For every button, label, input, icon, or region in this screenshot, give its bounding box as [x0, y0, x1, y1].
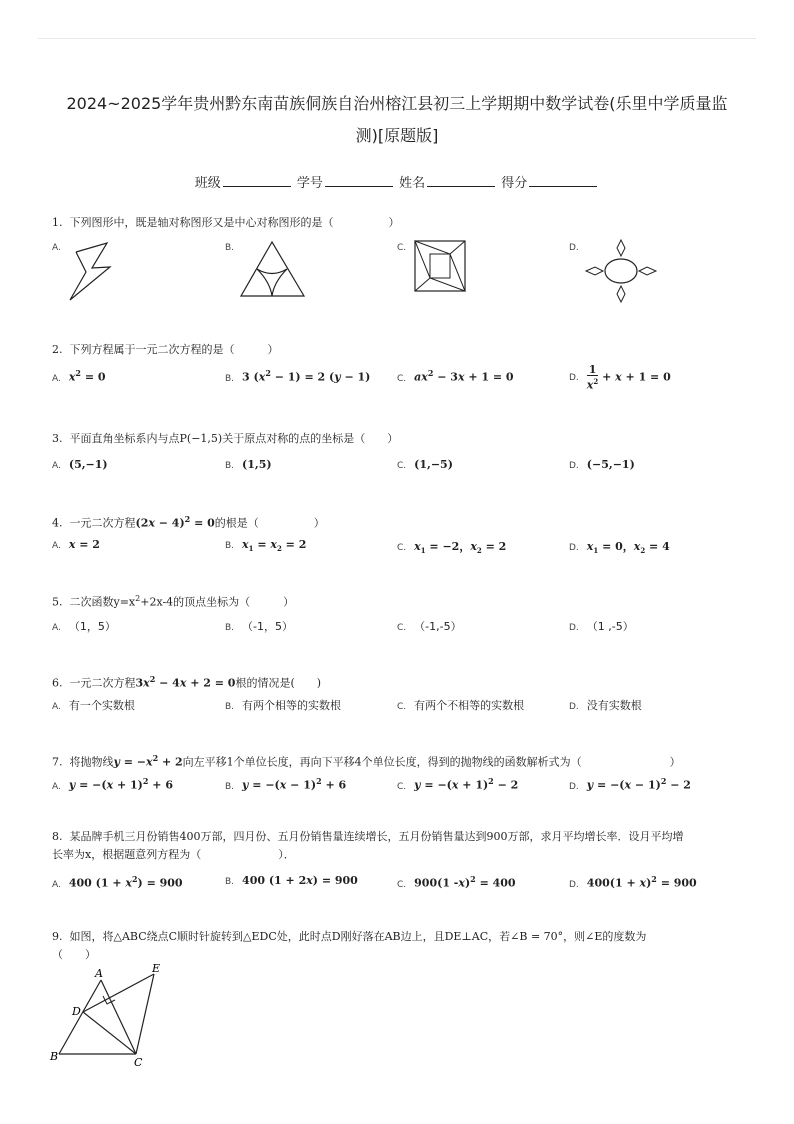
- option-text: 有两个不相等的实数根: [414, 699, 525, 712]
- triangle-arcs-figure-icon: [238, 238, 308, 300]
- q7-option-c[interactable]: C. $y = -(x + 1)^2 - 2$: [397, 776, 519, 792]
- question-number: 2.: [52, 343, 63, 356]
- question-5: 5. 二次函数$y=x^2+2x-4$的顶点坐标为（ ）: [52, 594, 295, 609]
- ellipse-diamonds-figure-icon: [583, 236, 659, 306]
- question-stem-line-1: 某品牌手机三月份销售400万部，四月份、五月份销售量连续增长，五月份销售量达到900万部，求月平均增长率．设月平均增: [69, 830, 684, 843]
- option-label: A.: [52, 781, 61, 792]
- question-stem-line-2: 长率为x，根据题意列方程为（ ）．: [52, 848, 295, 861]
- score-blank[interactable]: [529, 174, 597, 187]
- option-label: B.: [225, 702, 235, 712]
- q8-option-a[interactable]: A. 400 $(1 + x^2) = 900$: [52, 874, 183, 890]
- question-number: 7.: [52, 755, 63, 769]
- question-stem: 下列方程属于一元二次方程的是（ ）: [69, 343, 279, 356]
- option-text: 有两个相等的实数根: [242, 699, 342, 712]
- q7-option-d[interactable]: D. $y = -(x - 1)^2 - 2$: [569, 776, 691, 792]
- option-text: （1，5）: [68, 620, 116, 633]
- option-label: C.: [397, 461, 407, 471]
- question-stem: 下列图形中，既是轴对称图形又是中心对称图形的是（ ）: [69, 216, 400, 229]
- q5-option-a[interactable]: [52, 618, 116, 634]
- option-label: B.: [225, 541, 235, 551]
- name-blank[interactable]: [427, 174, 495, 187]
- option-text: (5,−1): [68, 458, 108, 471]
- question-4: 4. 一元二次方程$(2x - 4)^2 = 0$的根是（ ）: [52, 514, 325, 530]
- option-label: C.: [397, 781, 407, 792]
- question-number: 1.: [52, 216, 63, 229]
- q8-option-c[interactable]: C. 900(1 -x)$^2$ = 400: [397, 874, 516, 890]
- option-label: B.: [225, 623, 235, 633]
- q5-option-d[interactable]: [569, 618, 634, 634]
- option-label: B.: [225, 243, 235, 253]
- q6-option-d[interactable]: [569, 697, 642, 713]
- q3-option-b[interactable]: [225, 458, 272, 471]
- option-text: 有一个实数根: [68, 699, 135, 712]
- option-label: C.: [397, 702, 407, 712]
- point-label-e: E: [152, 962, 161, 975]
- q7-option-b[interactable]: B. $y = -(x - 1)^2 + 6$: [225, 776, 347, 792]
- q3-option-c[interactable]: [397, 458, 453, 471]
- question-1: [52, 214, 742, 232]
- q8-option-d[interactable]: D. $400(1 + x)^2 = 900$: [569, 874, 697, 890]
- option-text: （1 ,-5）: [586, 620, 634, 633]
- question-stem: 向左平移1个单位长度，再向下平移4个单位长度，得到的抛物线的函数解析式为（ ）: [182, 755, 681, 769]
- square-pinwheel-figure-icon: [410, 238, 470, 296]
- option-label: B.: [225, 781, 235, 792]
- q4-option-b[interactable]: B. $x_1 = x_2 = 2$: [225, 538, 307, 554]
- q8-option-b[interactable]: B. 400 (1 + 2x) = 900: [225, 874, 358, 887]
- question-stem: 平面直角坐标系内与点P(−1,5)关于原点对称的点的坐标是（ ）: [69, 432, 399, 445]
- q5-option-c[interactable]: [397, 618, 462, 634]
- class-blank[interactable]: [223, 174, 291, 187]
- option-label: A.: [52, 373, 61, 384]
- option-label: D.: [569, 702, 579, 712]
- question-number: 3.: [52, 432, 63, 445]
- question-stem: 二次函数y=x: [69, 595, 136, 609]
- option-label: C.: [397, 879, 407, 890]
- question-stem: 一元二次方程: [69, 516, 136, 530]
- q3-option-d[interactable]: [569, 458, 635, 471]
- option-label: A.: [52, 461, 61, 471]
- point-label-c: C: [134, 1056, 143, 1068]
- score-label: 得分: [501, 176, 528, 191]
- segment-ac: [101, 980, 136, 1054]
- option-label: D.: [569, 623, 579, 633]
- option-label: D.: [569, 543, 579, 553]
- option-text: (−5,−1): [586, 458, 635, 471]
- student-info-line: [0, 172, 794, 191]
- id-blank[interactable]: [325, 174, 393, 187]
- segment-ec: [136, 974, 154, 1054]
- option-label: C.: [397, 543, 407, 553]
- q2-option-b[interactable]: B. 3 $(x^2 - 1) = 2$ (y − 1): [225, 368, 371, 384]
- option-text: （-1,-5）: [414, 620, 462, 633]
- q2-option-c[interactable]: C. $ax^2 - 3x + 1 = 0$: [397, 368, 514, 384]
- option-text: (1,5): [242, 458, 272, 471]
- q7-option-a[interactable]: A. $y = -(x + 1)^2 + 6$: [52, 776, 173, 792]
- rotation-triangles-figure: [46, 962, 176, 1068]
- option-label: A.: [52, 702, 61, 712]
- class-label: 班级: [194, 176, 221, 191]
- point-label-a: A: [95, 967, 103, 980]
- question-number: 9.: [52, 930, 63, 943]
- q2-option-a[interactable]: A. $x^2 = 0$: [52, 368, 106, 384]
- option-label: D.: [569, 879, 579, 890]
- option-label: D.: [569, 781, 579, 792]
- question-stem: 的根是（ ）: [214, 516, 325, 530]
- question-stem: 将抛物线: [69, 755, 114, 769]
- option-label: D.: [569, 243, 579, 253]
- question-stem: 根的情况是( ): [235, 676, 322, 690]
- name-label: 姓名: [399, 176, 426, 191]
- question-6: 6. 一元二次方程$3x^2 - 4x + 2 = 0$根的情况是( ): [52, 674, 322, 690]
- question-2: [52, 341, 742, 359]
- q6-option-c[interactable]: [397, 697, 524, 713]
- option-label: C.: [397, 373, 407, 384]
- q6-option-b[interactable]: [225, 697, 341, 713]
- q6-option-a[interactable]: [52, 697, 135, 713]
- q4-option-c[interactable]: C. $x_1 = -2$，$x_2 = 2$: [397, 540, 507, 556]
- question-number: 4.: [52, 516, 63, 530]
- title-line-1: 2024~2025学年贵州黔东南苗族侗族自治州榕江县初三上学期期中数学试卷(乐里中学质量监: [66, 94, 728, 113]
- question-stem-line-1: 如图，将△ABC绕点C顺时针旋转到△EDC处，此时点D刚好落在AB边上，且DE⊥AC，若∠B = 70°，则∠E的度数为: [69, 930, 647, 943]
- option-label: B.: [225, 877, 235, 887]
- option-text: (1,−5): [414, 458, 453, 471]
- q2-option-d[interactable]: D. $\frac{1}{x^2}$ + x + 1 = 0: [569, 363, 671, 392]
- q5-option-b[interactable]: [225, 618, 293, 634]
- option-label: C.: [397, 623, 407, 633]
- question-stem-line-2: （ ）: [52, 948, 96, 961]
- option-label: D.: [569, 373, 579, 384]
- question-7: 7. 将抛物线$y = -x^2 + 2$向左平移1个单位长度，再向下平移4个单位长度，得到的抛物线的函数解析式为（ ）: [52, 753, 681, 769]
- point-label-d: D: [72, 1005, 81, 1018]
- question-stem: +2x-4的顶点坐标为（ ）: [140, 595, 295, 609]
- q4-option-d[interactable]: D. $x_1 = 0$，$x_2 = 4$: [569, 540, 670, 556]
- option-label: A.: [52, 879, 61, 890]
- id-label: 学号: [296, 176, 323, 191]
- option-label: A.: [52, 541, 61, 551]
- header-rule: [38, 38, 756, 39]
- option-label: C.: [397, 243, 407, 253]
- question-number: 6.: [52, 676, 63, 690]
- option-label: D.: [569, 461, 579, 471]
- option-text: 没有实数根: [586, 699, 642, 712]
- question-8: [52, 828, 742, 864]
- option-label: B.: [225, 373, 235, 384]
- option-text: （-1，5）: [242, 620, 294, 633]
- title-line-2: 测)[原题版]: [355, 126, 439, 145]
- question-number: 5.: [52, 595, 63, 609]
- q3-option-a[interactable]: [52, 458, 108, 471]
- zigzag-figure-icon: [62, 240, 122, 304]
- option-label: A.: [52, 623, 61, 633]
- point-label-b: B: [50, 1050, 59, 1063]
- question-9: [52, 928, 742, 964]
- question-number: 8.: [52, 830, 63, 843]
- question-3: [52, 430, 742, 448]
- option-label: A.: [52, 243, 61, 253]
- page-title: [40, 88, 754, 152]
- question-stem: 一元二次方程: [69, 676, 136, 690]
- option-label: B.: [225, 461, 235, 471]
- q4-option-a[interactable]: A. x = 2: [52, 538, 100, 551]
- segment-dc: [83, 1012, 136, 1054]
